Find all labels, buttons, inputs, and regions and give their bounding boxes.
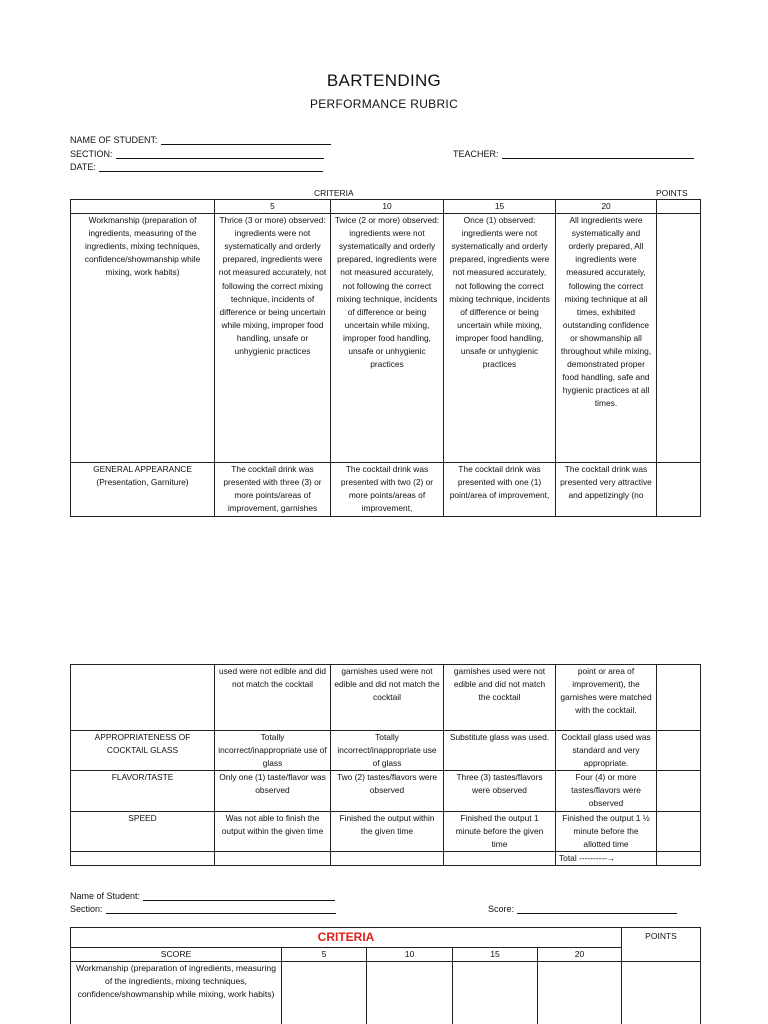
- rubric-cell: Only one (1) taste/flavor was observed: [215, 771, 331, 811]
- score-line[interactable]: [517, 905, 677, 914]
- rubric-cell: The cocktail drink was presented with three (3) or more points/areas of improvement, garnishes: [215, 463, 331, 517]
- points-input-cell[interactable]: [657, 771, 701, 811]
- rubric-cell: point or area of improvement), the garnishes were matched with the cocktail.: [556, 665, 657, 731]
- table-row-garnish-continued: [71, 665, 701, 731]
- rubric-cell: Finished the output 1 ½ minute before the allotted time: [556, 811, 657, 851]
- total-label: Total ----------→: [556, 851, 657, 865]
- student-name-field-2[interactable]: [70, 891, 335, 901]
- table-row-flavor: [71, 771, 701, 811]
- rubric-cell: used were not edible and did not match the cocktail: [215, 665, 331, 731]
- rubric-cell: The cocktail drink was presented with one (1) point/area of improvement,: [444, 463, 556, 517]
- teacher-field[interactable]: [453, 149, 694, 159]
- points-input-cell[interactable]: [657, 214, 701, 463]
- empty-cell[interactable]: [453, 962, 538, 1024]
- score-label: Score:: [488, 904, 515, 914]
- section-line[interactable]: [116, 150, 324, 159]
- score-header-row-2: [71, 948, 701, 962]
- empty-cell: [215, 851, 331, 865]
- empty-cell[interactable]: [282, 962, 367, 1024]
- rubric-table-page2: [70, 664, 701, 866]
- rubric-cell: Totally incorrect/inappropriate use of glass: [215, 731, 331, 771]
- score-header-10: 10: [331, 200, 444, 214]
- score-header-row: [71, 200, 701, 214]
- criteria-caption: CRITERIA: [314, 188, 354, 198]
- teacher-line[interactable]: [502, 150, 694, 159]
- empty-cell: [331, 851, 444, 865]
- section-line-2[interactable]: [106, 905, 336, 914]
- table-row-general-appearance: [71, 463, 701, 517]
- criterion-cell: [71, 665, 215, 731]
- rubric-cell: The cocktail drink was presented very attractive and appetizingly (no: [556, 463, 657, 517]
- table-row-glass: [71, 731, 701, 771]
- section-label-2: Section:: [70, 904, 103, 914]
- teacher-label: TEACHER:: [453, 149, 499, 159]
- student-name-line[interactable]: [161, 136, 331, 145]
- score-header-15: 15: [444, 200, 556, 214]
- points-header-cell: [657, 200, 701, 214]
- document-subtitle: PERFORMANCE RUBRIC: [309, 97, 459, 111]
- header-blank-cell: [71, 200, 215, 214]
- points-input-cell[interactable]: [622, 962, 701, 1024]
- empty-cell[interactable]: [538, 962, 622, 1024]
- table-row-workmanship-2: [71, 962, 701, 1024]
- rubric-cell: Four (4) or more tastes/flavors were observed: [556, 771, 657, 811]
- rubric-cell: Finished the output 1 minute before the given time: [444, 811, 556, 851]
- section-label: SECTION:: [70, 149, 113, 159]
- section-field-2[interactable]: [70, 904, 336, 914]
- rubric-cell: Two (2) tastes/flavors were observed: [331, 771, 444, 811]
- criterion-cell: FLAVOR/TASTE: [71, 771, 215, 811]
- date-field[interactable]: [70, 162, 323, 172]
- table-row-speed: [71, 811, 701, 851]
- criterion-cell: GENERAL APPEARANCE (Presentation, Garniture): [71, 463, 215, 517]
- points-input-cell[interactable]: [657, 731, 701, 771]
- points-heading: POINTS: [622, 928, 701, 962]
- score-field[interactable]: [488, 904, 677, 914]
- score-header-20: 20: [538, 948, 622, 962]
- score-header-5: 5: [282, 948, 367, 962]
- student-name-field[interactable]: [70, 135, 331, 145]
- empty-cell[interactable]: [367, 962, 453, 1024]
- points-input-cell[interactable]: [657, 463, 701, 517]
- document-title: BARTENDING: [326, 71, 442, 90]
- section-field[interactable]: [70, 149, 324, 159]
- rubric-cell: Cocktail glass used was standard and very appropriate.: [556, 731, 657, 771]
- criterion-cell: Workmanship (preparation of ingredients, measuring of the ingredients, mixing techniques, confidence/showmanship while mixing, work habits): [71, 214, 215, 463]
- score-header-15: 15: [453, 948, 538, 962]
- date-label: DATE:: [70, 162, 96, 172]
- score-header-10: 10: [367, 948, 453, 962]
- score-header-20: 20: [556, 200, 657, 214]
- criterion-cell: APPROPRIATENESS OF COCKTAIL GLASS: [71, 731, 215, 771]
- criteria-title-row: [71, 928, 701, 948]
- table-row-workmanship: [71, 214, 701, 463]
- rubric-table-page3: [70, 927, 701, 1024]
- rubric-cell: Substitute glass was used.: [444, 731, 556, 771]
- total-points-cell[interactable]: [657, 851, 701, 865]
- rubric-cell: Once (1) observed: ingredients were not systematically and orderly prepared, ingredients were not measured accurately, not following the correct mixing technique, incidents of difference or being uncertain while mixing, improper food handling, unsafe or unhygienic practices: [444, 214, 556, 463]
- rubric-cell: Finished the output within the given time: [331, 811, 444, 851]
- empty-cell: [444, 851, 556, 865]
- rubric-cell: Thrice (3 or more) observed: ingredients were not systematically and orderly prepared, ingredients were not measured accurately, not following the correct mixing technique, incidents of difference or being uncertain while mixing, improper food handling, unsafe or unhygienic practices: [215, 214, 331, 463]
- criterion-cell: SPEED: [71, 811, 215, 851]
- student-name-label-2: Name of Student:: [70, 891, 141, 901]
- rubric-cell: Twice (2 or more) observed: ingredients were not systematically and orderly prepared, ingredients were not measured accurately, not following the correct mixing technique, incidents of difference or being uncertain while mixing, improper food handling, unsafe or unhygienic practices: [331, 214, 444, 463]
- rubric-cell: All ingredients were systematically and orderly prepared, All ingredients were measured accurately, following the correct mixing technique at all times, exhibited outstanding confidence or showmanship all throughout while mixing, demonstrated proper food handling, safe and hygienic practices at all times.: [556, 214, 657, 463]
- rubric-cell: garnishes used were not edible and did not match the cocktail: [331, 665, 444, 731]
- score-heading: SCORE: [71, 948, 282, 962]
- rubric-cell: The cocktail drink was presented with two (2) or more points/areas of improvement,: [331, 463, 444, 517]
- rubric-cell: garnishes used were not edible and did not match the cocktail: [444, 665, 556, 731]
- criterion-cell: Workmanship (preparation of ingredients, measuring of the ingredients, mixing techniques, confidence/showmanship while mixing, work habits): [71, 962, 282, 1024]
- criteria-red-heading: CRITERIA: [71, 928, 622, 948]
- score-header-5: 5: [215, 200, 331, 214]
- rubric-cell: Was not able to finish the output within the given time: [215, 811, 331, 851]
- student-name-label: NAME OF STUDENT:: [70, 135, 158, 145]
- points-input-cell[interactable]: [657, 665, 701, 731]
- points-caption: POINTS: [656, 188, 688, 198]
- rubric-cell: Three (3) tastes/flavors were observed: [444, 771, 556, 811]
- date-line[interactable]: [99, 163, 323, 172]
- rubric-cell: Totally incorrect/inappropriate use of glass: [331, 731, 444, 771]
- rubric-table-page1: [70, 199, 701, 517]
- empty-cell: [71, 851, 215, 865]
- page-break-gap: [0, 530, 768, 660]
- table-row-total: [71, 851, 701, 865]
- student-name-line-2[interactable]: [143, 892, 335, 901]
- points-input-cell[interactable]: [657, 811, 701, 851]
